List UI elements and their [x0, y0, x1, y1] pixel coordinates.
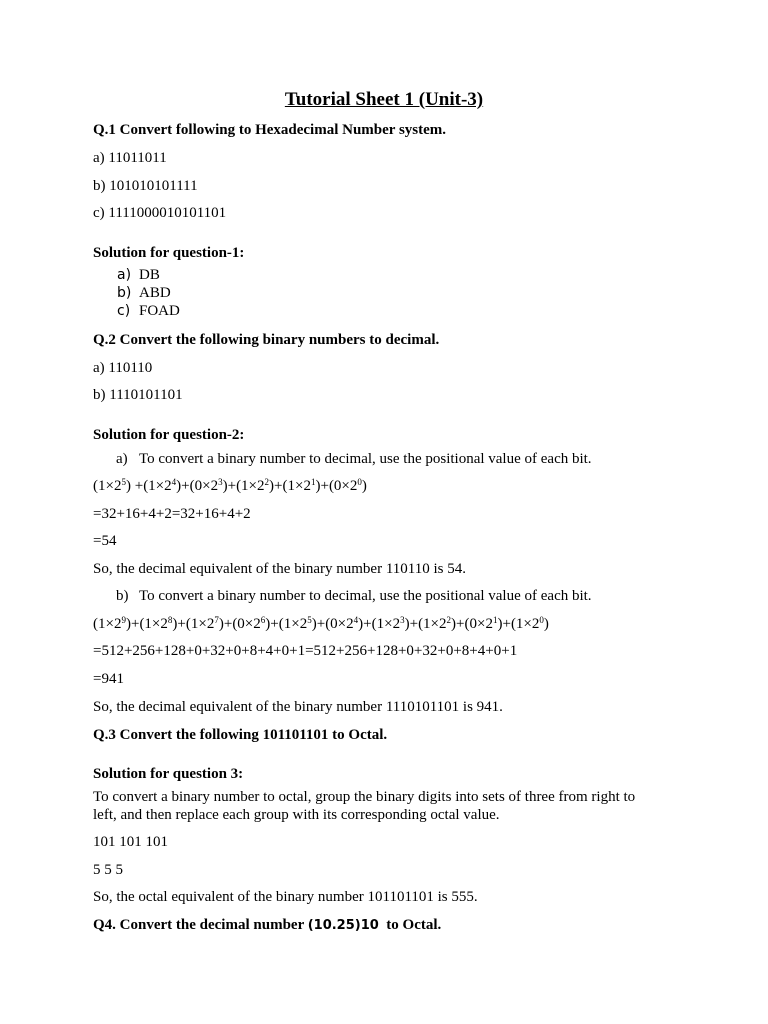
power-term-base: (1×2: [93, 478, 122, 494]
page-title: Tutorial Sheet 1 (Unit-3): [284, 89, 484, 110]
q2a-intro: [116, 450, 592, 468]
q4-heading-after: to Octal.: [378, 917, 442, 933]
q2a-intro-text: To convert a binary number to decimal, use the positional value of each bit.: [139, 451, 592, 467]
power-term-base: (1×2: [278, 616, 308, 632]
q2b-intro-text: To convert a binary number to decimal, use the positional value of each bit.: [139, 588, 592, 604]
power-term-exponent: 3: [400, 615, 405, 625]
q3-groups: 101 101 101: [93, 834, 168, 850]
power-term-close: )+: [269, 478, 283, 494]
q1-solution-item-b: [117, 284, 171, 302]
q1-item-a: a) 11011011: [93, 150, 167, 166]
power-term-exponent: 7: [214, 615, 219, 625]
power-term-exponent: 3: [218, 477, 223, 487]
power-term-close: )+: [222, 478, 237, 494]
power-term-close: )+: [265, 616, 279, 632]
q1-solution-a-text: DB: [139, 267, 160, 283]
power-term-close: )+: [176, 478, 190, 494]
power-term-base: (1×2: [236, 478, 265, 494]
power-term-close: )+: [404, 616, 419, 632]
q1-solution-b-text: ABD: [139, 285, 171, 301]
power-term-close: )+: [311, 616, 326, 632]
power-term-base: (0×2: [189, 478, 219, 494]
power-term-exponent: 5: [121, 477, 126, 487]
q2a-result: =54: [93, 533, 117, 549]
q2b-conclusion: So, the decimal equivalent of the binary number 1110101101 is 941.: [93, 699, 503, 715]
q2-item-a: a) 110110: [93, 360, 153, 376]
power-term-base: (0×2: [325, 616, 354, 632]
q2a-expansion-terms: [93, 478, 367, 494]
q3-explanation-line2: left, and then replace each group with its corresponding octal value.: [93, 807, 500, 823]
q3-heading: Q.3 Convert the following 101101101 to Octal.: [93, 727, 388, 743]
power-term-exponent: 1: [310, 477, 316, 487]
q2b-sum: =512+256+128+0+32+0+8+4+0+1=512+256+128+0+32+0+8+4+0+1: [93, 643, 518, 659]
q1-solution-heading: Solution for question-1:: [93, 245, 245, 261]
q3-conclusion: So, the octal equivalent of the binary number 101101101 is 555.: [93, 889, 478, 905]
power-term: [93, 616, 139, 632]
power-term-exponent: 6: [260, 615, 266, 625]
power-term-base: (0×2: [464, 616, 493, 632]
power-term-close: )+: [451, 616, 465, 632]
q3-solution-heading: Solution for question 3:: [93, 766, 244, 782]
power-term-exponent: 2: [264, 477, 270, 487]
power-term-exponent: 5: [307, 615, 312, 625]
power-term: [236, 478, 282, 494]
power-term: [325, 616, 371, 632]
power-term-base: (1×2: [185, 616, 215, 632]
power-term-exponent: 4: [171, 477, 177, 487]
power-term-base: (1×2: [282, 478, 311, 494]
power-term-base: (0×2: [328, 478, 358, 494]
power-term-close: )+: [358, 616, 372, 632]
power-term-base: (1×2: [143, 478, 172, 494]
q1-solution-item-a: [117, 266, 160, 284]
power-term-exponent: 2: [446, 615, 452, 625]
power-term-close: )+: [218, 616, 233, 632]
power-term: [232, 616, 278, 632]
power-term-exponent: 8: [167, 615, 173, 625]
power-term-close: )+: [497, 616, 511, 632]
q1-item-b: b) 101010101111: [93, 178, 198, 194]
q1-item-c: c) 1111000010101101: [93, 205, 227, 221]
power-term-exponent: 1: [492, 615, 498, 625]
power-term: [139, 616, 185, 632]
q2b-intro: [116, 587, 592, 605]
q1-solution-item-c: [117, 302, 180, 320]
list-marker: b): [116, 588, 129, 604]
q2b-expansion-terms: [93, 616, 549, 632]
power-term-base: (1×2: [93, 616, 122, 632]
q2-solution-heading: Solution for question-2:: [93, 427, 245, 443]
power-term-close: )+: [315, 478, 329, 494]
q4-heading-number: (10.25)10: [307, 918, 379, 933]
q3-octal-digits: 5 5 5: [93, 862, 123, 878]
power-term-base: (1×2: [139, 616, 168, 632]
q1-heading: Q.1 Convert following to Hexadecimal Number system.: [93, 122, 447, 138]
power-term: [283, 478, 329, 494]
power-term-close: ) +: [125, 478, 144, 494]
q2b-expansion: [93, 615, 549, 633]
power-term: [279, 616, 325, 632]
power-term-base: (1×2: [371, 616, 401, 632]
power-term-close: )+: [172, 616, 186, 632]
power-term: [190, 478, 236, 494]
q4-heading: [93, 916, 441, 935]
power-term-base: (0×2: [232, 616, 261, 632]
power-term: [465, 616, 511, 632]
power-term: [511, 616, 549, 632]
power-term: [418, 616, 464, 632]
q2a-expansion: [93, 477, 367, 495]
power-term-close: ): [543, 616, 549, 632]
q2-item-b: b) 1110101101: [93, 387, 183, 403]
power-term: [329, 478, 367, 494]
power-term-exponent: 0: [357, 477, 362, 487]
power-term-close: )+: [125, 616, 140, 632]
q2a-conclusion: So, the decimal equivalent of the binary number 110110 is 54.: [93, 561, 466, 577]
power-term-exponent: 9: [121, 615, 126, 625]
power-term-base: (1×2: [510, 616, 540, 632]
q2b-result: =941: [93, 671, 124, 687]
power-term: [372, 616, 418, 632]
power-term: [93, 478, 143, 494]
power-term: [186, 616, 232, 632]
list-marker: a): [117, 267, 132, 283]
power-term-close: ): [361, 478, 367, 494]
list-marker: c): [117, 303, 131, 319]
power-term-exponent: 0: [539, 615, 544, 625]
q3-explanation-line1: To convert a binary number to octal, group the binary digits into sets of three from right to: [93, 789, 636, 805]
q4-heading-before: Q4. Convert the decimal number: [93, 917, 308, 933]
power-term-base: (1×2: [418, 616, 447, 632]
q2a-sum: =32+16+4+2=32+16+4+2: [93, 506, 251, 522]
q1-solution-c-text: FOAD: [139, 303, 180, 319]
power-term: [143, 478, 189, 494]
q2-heading: Q.2 Convert the following binary numbers to decimal.: [93, 332, 440, 348]
list-marker: a): [116, 451, 128, 467]
list-marker: b): [117, 285, 132, 301]
power-term-exponent: 4: [353, 615, 359, 625]
